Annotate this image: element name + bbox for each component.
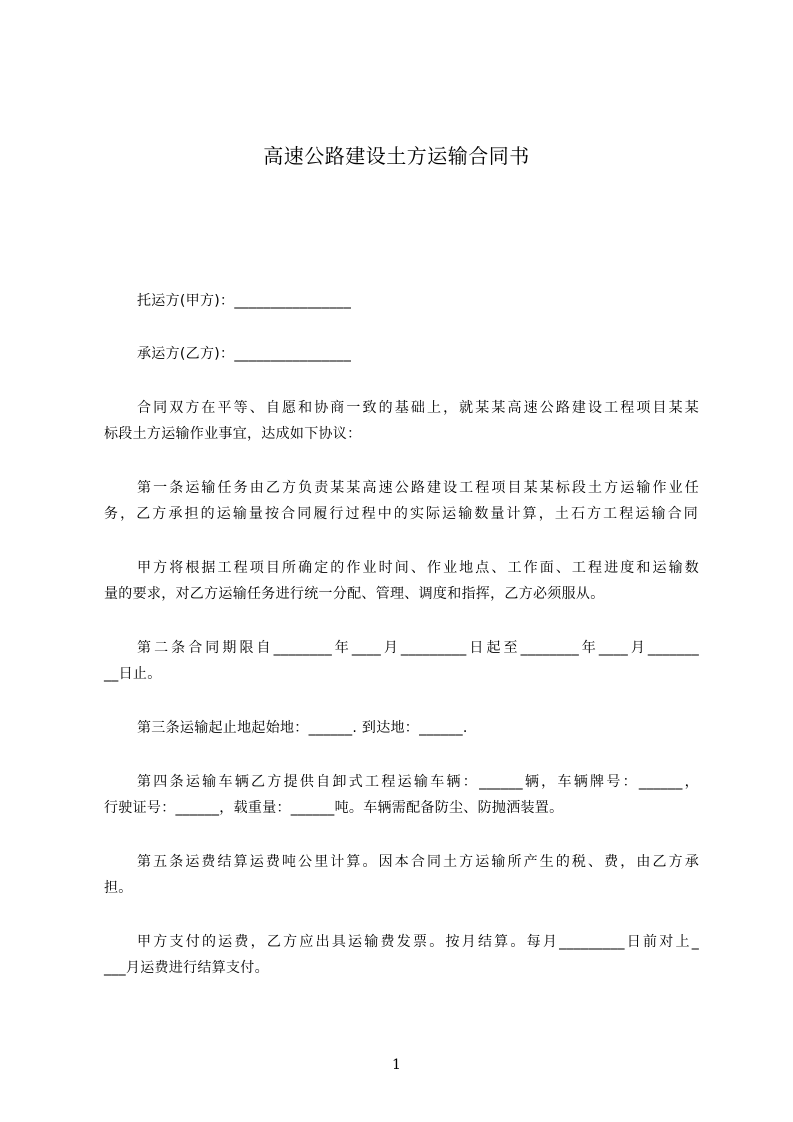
- article4-line-1: 第四条运输车辆乙方提供自卸式工程运输车辆：______辆，车辆牌号：______，: [137, 774, 699, 790]
- party-b-line: 承运方(乙方)：________________: [137, 346, 352, 362]
- intro-line-1: 合同双方在平等、自愿和协商一致的基础上，就某某高速公路建设工程项目某某: [137, 400, 699, 416]
- article1-line-2: 务，乙方承担的运输量按合同履行过程中的实际运输数量计算，土石方工程运输合同: [104, 506, 698, 522]
- party-a-line: 托运方(甲方)：________________: [137, 293, 352, 309]
- article5b-line-2: ___月运费进行结算支付。: [104, 960, 269, 976]
- article1-line-1: 第一条运输任务由乙方负责某某高速公路建设工程项目某某标段土方运输作业任: [137, 480, 699, 496]
- article4-line-2: 行驶证号：______，载重量：______吨。车辆需配备防尘、防抛洒装置。: [104, 800, 564, 816]
- page-number: 1: [392, 1057, 401, 1073]
- article1b-line-1: 甲方将根据工程项目所确定的作业时间、作业地点、工作面、工程进度和运输数: [137, 560, 699, 576]
- document-title: 高速公路建设土方运输合同书: [263, 144, 530, 168]
- article5-line-2: 担。: [104, 880, 133, 896]
- intro-line-2: 标段土方运输作业事宜，达成如下协议：: [104, 426, 362, 442]
- article5-line-1: 第五条运费结算运费吨公里计算。因本合同土方运输所产生的税、费，由乙方承: [137, 854, 699, 870]
- article3-line-1: 第三条运输起止地起始地：______. 到达地：______.: [137, 720, 468, 736]
- article5b-line-1: 甲方支付的运费，乙方应出具运输费发票。按月结算。每月_________日前对上_: [137, 934, 699, 950]
- article2-line-1: 第二条合同期限自________年____月_________日起至________年____月_______: [137, 640, 699, 656]
- article1b-line-2: 量的要求，对乙方运输任务进行统一分配、管理、调度和指挥，乙方必须服从。: [104, 586, 605, 602]
- article2-line-2: __日止。: [104, 666, 162, 682]
